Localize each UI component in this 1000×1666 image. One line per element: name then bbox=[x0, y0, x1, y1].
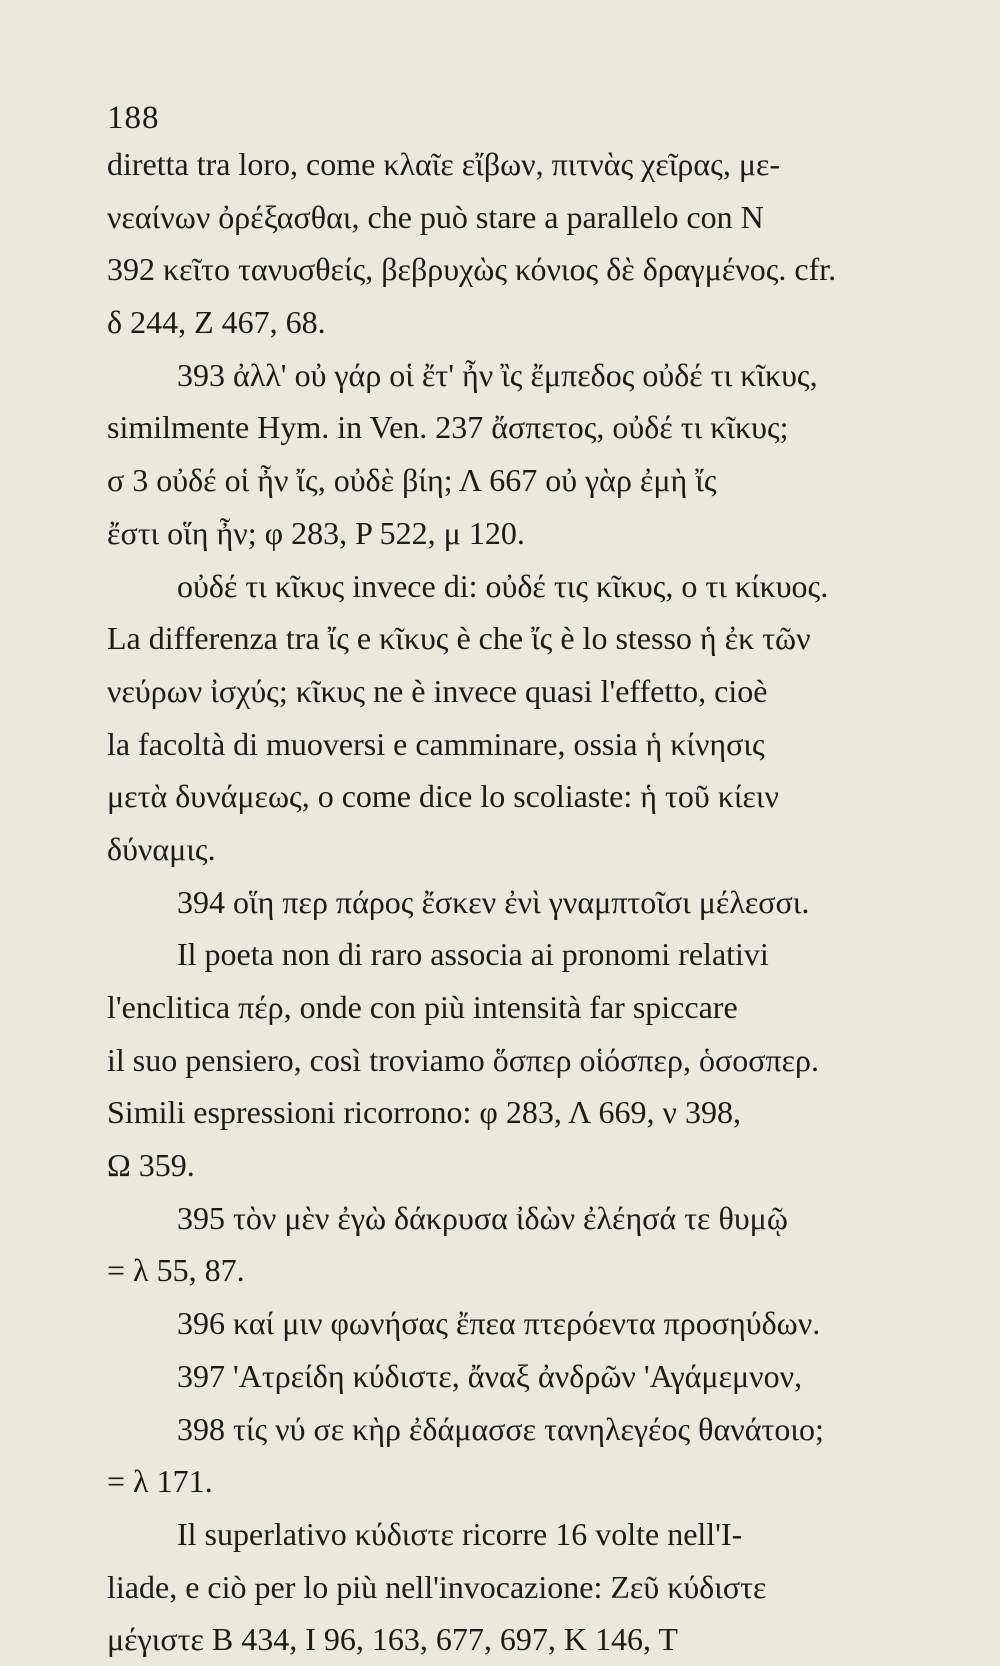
text-line: = λ 55, 87. bbox=[107, 1252, 245, 1289]
text-line: similmente Hym. in Ven. 237 ἄσπετος, οὐδέ τι κῖκυς; bbox=[107, 409, 789, 446]
text-line: ἔστι οἵη ἦν; φ 283, P 522, μ 120. bbox=[107, 514, 525, 551]
text-line: 392 κεῖτο τανυσθείς, βεβρυχὼς κόνιος δὲ δραγμένος. cfr. bbox=[107, 251, 837, 288]
text-line: la facoltà di muoversi e camminare, ossia ἡ κίνησις bbox=[107, 725, 765, 762]
text-line: δ 244, Z 467, 68. bbox=[107, 304, 326, 341]
text-line: μετὰ δυνάμεως, o come dice lo scoliaste: ἡ τοῦ κίειν bbox=[107, 778, 779, 815]
verse-note-398: 398 τίς νύ σε κὴρ ἐδάμασσε τανηλεγέος θανάτοιο; bbox=[177, 1410, 824, 1447]
text-line: νεύρων ἰσχύς; κῖκυς ne è invece quasi l'effetto, cioè bbox=[107, 672, 768, 709]
text-line: νεαίνων ὀρέξασθαι, che può stare a parallelo con N bbox=[107, 198, 764, 235]
text-line: μέγιστε B 434, I 96, 163, 677, 697, K 146, T bbox=[107, 1621, 678, 1658]
text-line: liade, e ciò per lo più nell'invocazione: Ζεῦ κύδιστε bbox=[107, 1568, 767, 1605]
text-line: Ω 359. bbox=[107, 1147, 195, 1184]
verse-note-395: 395 τὸν μὲν ἐγὼ δάκρυσα ἰδὼν ἐλέησά τε θυμῷ bbox=[177, 1199, 788, 1236]
text-line: σ 3 οὐδέ οἱ ἦν ἴς, οὐδὲ βίη; Λ 667 οὐ γὰρ ἐμὴ ἴς bbox=[107, 462, 717, 499]
verse-note-393: 393 ἀλλ' οὐ γάρ οἱ ἔτ' ἦν ἲς ἔμπεδος οὐδέ τι κῖκυς, bbox=[177, 356, 818, 393]
text-line: l'enclitica πέρ, onde con più intensità far spiccare bbox=[107, 989, 738, 1025]
text-line: Il superlativo κύδιστε ricorre 16 volte nell'I- bbox=[177, 1515, 743, 1552]
text-line: il suo pensiero, così troviamo ὅσπερ οἱόσπερ, ὁσοσπερ. bbox=[107, 1041, 820, 1078]
page-number: 188 bbox=[107, 100, 160, 136]
verse-note-396: 396 καί μιν φωνήσας ἔπεα πτερόεντα προσηύδων. bbox=[177, 1305, 821, 1342]
text-line: La differenza tra ἴς e κῖκυς è che ἴς è lo stesso ἡ ἐκ τῶν bbox=[107, 620, 811, 657]
text-line: diretta tra loro, come κλαῖε εἴβων, πιτνὰς χεῖρας, με- bbox=[107, 146, 781, 182]
verse-note-394: 394 οἵη περ πάρος ἔσκεν ἐνὶ γναμπτοῖσι μέλεσσι. bbox=[177, 883, 810, 920]
commentary-text bbox=[107, 138, 897, 1666]
verse-note-397: 397 'Ατρείδη κύδιστε, ἄναξ ἀνδρῶν 'Αγάμεμνον, bbox=[177, 1357, 803, 1394]
text-line: δύναμις. bbox=[107, 830, 216, 867]
text-line: Il poeta non di raro associa ai pronomi relativi bbox=[177, 936, 769, 973]
text-line: οὐδέ τι κῖκυς invece di: οὐδέ τις κῖκυς, o τι κίκυος. bbox=[177, 567, 829, 604]
text-line: = λ 171. bbox=[107, 1463, 213, 1500]
text-line: Simili espressioni ricorrono: φ 283, Λ 669, ν 398, bbox=[107, 1094, 741, 1131]
